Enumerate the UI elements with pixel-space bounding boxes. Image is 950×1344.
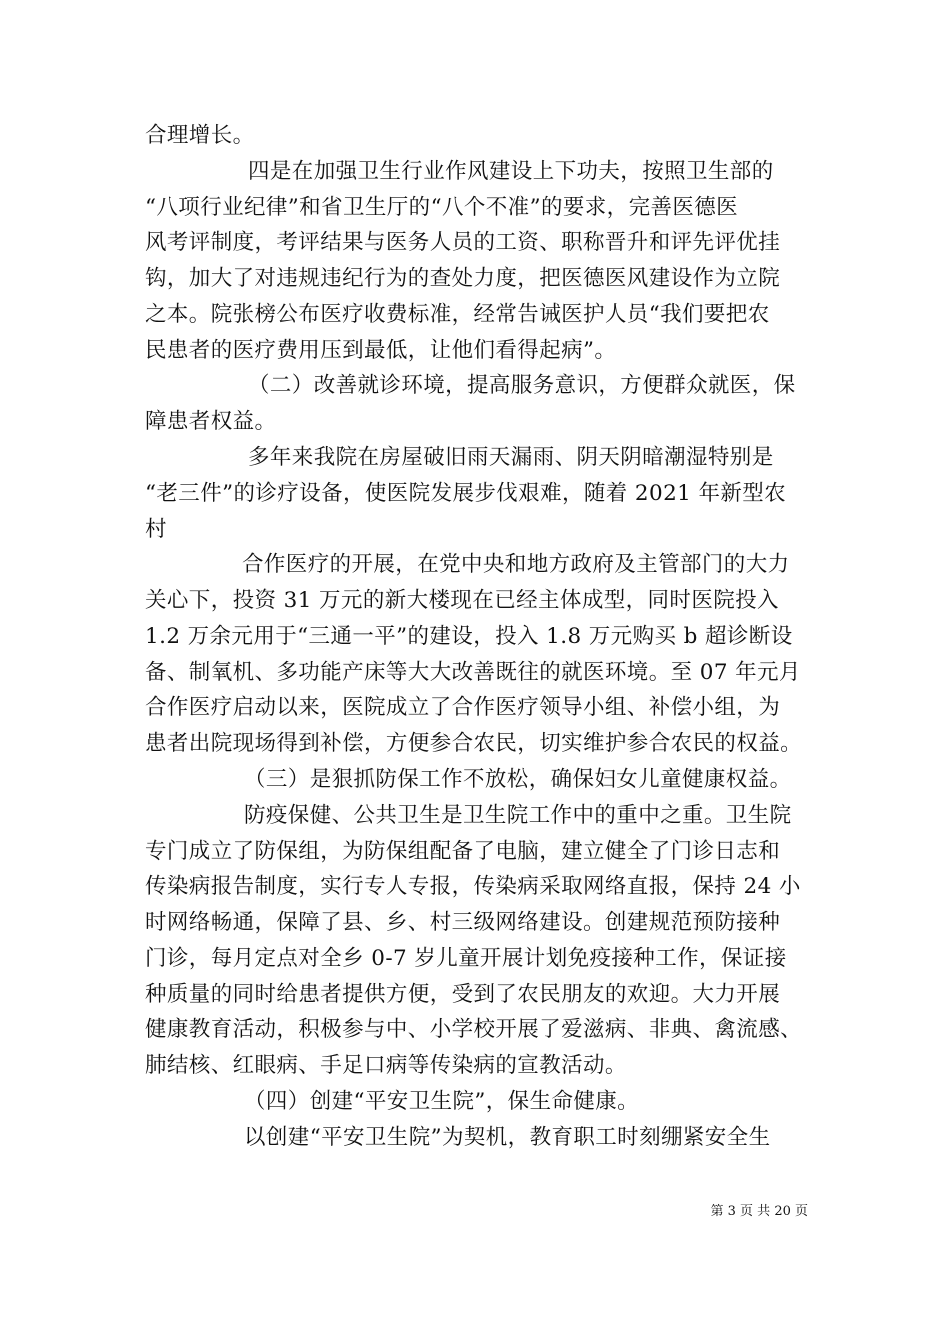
text-line: 时网络畅通，保障了县、乡、村三级网络建设。创建规范预防接种 [145, 910, 781, 935]
text-line: 肺结核、红眼病、手足口病等传染病的宣教活动。 [145, 1053, 627, 1078]
text-line: 1.2 万余元用于“三通一平”的建设，投入 1.8 万元购买 b 超诊断设 [145, 624, 793, 649]
text-line: 专门成立了防保组，为防保组配备了电脑，建立健全了门诊日志和 [145, 839, 781, 864]
page-number-footer: 第 3 页 共 20 页 [710, 1204, 808, 1219]
text-line: 门诊，每月定点对全乡 0-7 岁儿童开展计划免疫接种工作，保证接 [145, 946, 787, 971]
text-line: 民患者的医疗费用压到最低，让他们看得起病”。 [145, 338, 617, 363]
text-line: 关心下，投资 31 万元的新大楼现在已经主体成型，同时医院投入 [145, 588, 779, 613]
section-heading: （四）创建“平安卫生院”，保生命健康。 [244, 1089, 640, 1114]
text-line: 风考评制度，考评结果与医务人员的工资、职称晋升和评先评优挂 [145, 230, 781, 255]
paragraph-first-line: 防疫保健、公共卫生是卫生院工作中的重中之重。卫生院 [244, 803, 792, 828]
text-line: 传染病报告制度，实行专人专报，传染病采取网络直报，保持 24 小 [145, 874, 801, 899]
text-line: 之本。院张榜公布医疗收费标准，经常告诫医护人员“我们要把农 [145, 302, 770, 327]
text-line: 健康教育活动，积极参与中、小学校开展了爱滋病、非典、禽流感、 [145, 1017, 803, 1042]
paragraph-first-line: 多年来我院在房屋破旧雨天漏雨、阴天阴暗潮湿特别是 [248, 445, 774, 470]
text-line: 钩，加大了对违规违纪行为的查处力度，把医德医风建设作为立院 [145, 266, 781, 291]
text-line: “八项行业纪律”和省卫生厅的“八个不准”的要求，完善医德医 [145, 195, 739, 220]
section-heading: （三）是狠抓防保工作不放松，确保妇女儿童健康权益。 [244, 767, 792, 792]
section-heading: （二）改善就诊环境，提高服务意识，方便群众就医，保 [248, 373, 796, 398]
text-line: 障患者权益。 [145, 409, 277, 434]
paragraph-first-line: 四是在加强卫生行业作风建设上下功夫，按照卫生部的 [248, 159, 774, 184]
text-line: “老三件”的诊疗设备，使医院发展步伐艰难，随着 2021 年新型农 [145, 481, 787, 506]
text-line: 合作医疗启动以来，医院成立了合作医疗领导小组、补偿小组，为 [145, 695, 781, 720]
paragraph-first-line: 合作医疗的开展，在党中央和地方政府及主管部门的大力 [242, 552, 790, 577]
text-line: 合理增长。 [145, 123, 255, 148]
text-line: 村 [145, 517, 167, 542]
text-line: 种质量的同时给患者提供方便，受到了农民朋友的欢迎。大力开展 [145, 982, 781, 1007]
text-line: 备、制氧机、多功能产床等大大改善既往的就医环境。至 07 年元月 [145, 660, 801, 685]
paragraph-first-line: 以创建“平安卫生院”为契机，教育职工时刻绷紧安全生 [244, 1125, 771, 1150]
text-line: 患者出院现场得到补偿，方便参合农民，切实维护参合农民的权益。 [145, 731, 803, 756]
